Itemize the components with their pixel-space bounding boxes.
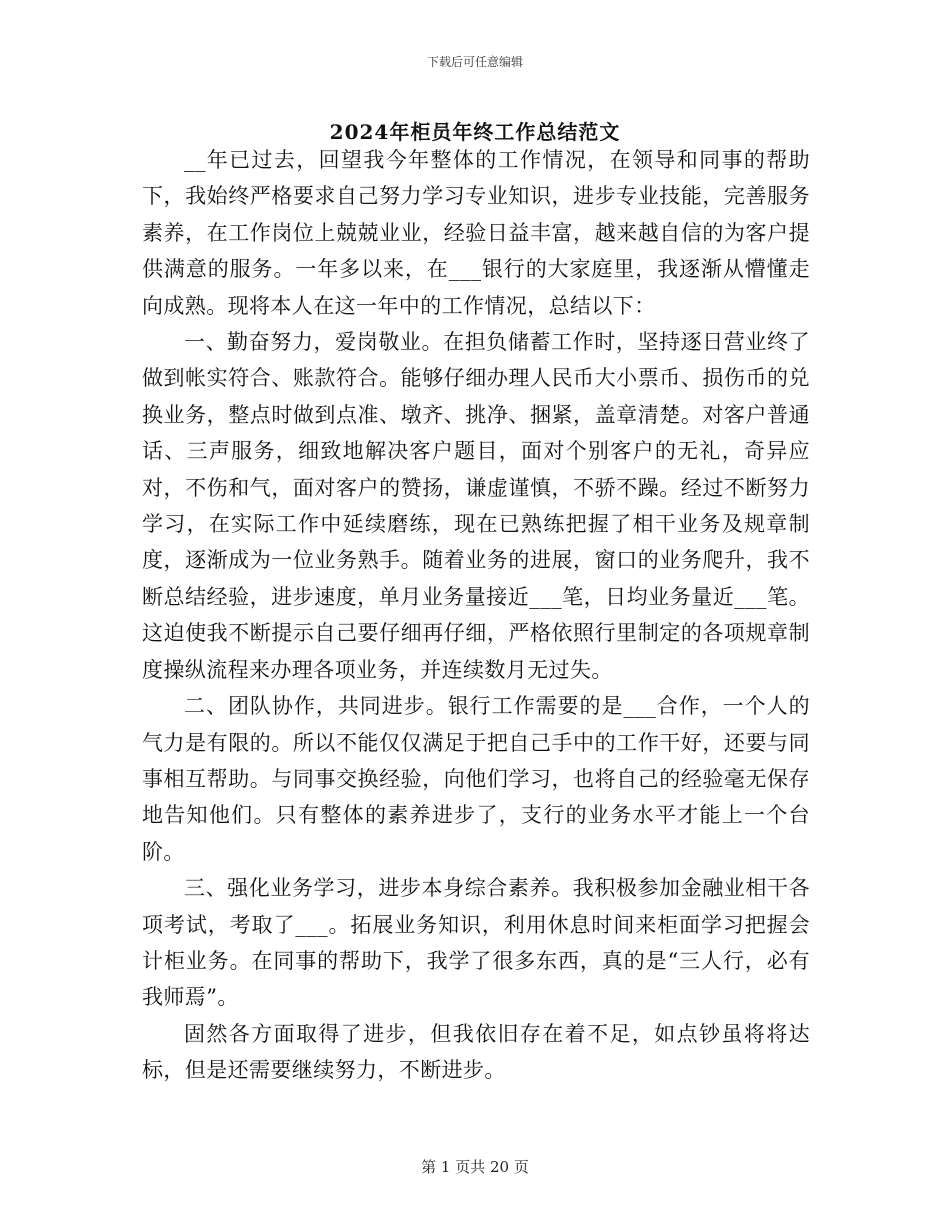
- paragraph-section-2: 二、团队协作，共同进步。银行工作需要的是___合作，一个人的气力是有限的。所以不能仅仅满足于把自己手中的工作干好，还要与同事相互帮助。与同事交换经验，向他们学习，也将自己的经验毫无保存地告知他们。只有整体的素养进步了，支行的业务水平才能上一个台阶。: [142, 694, 810, 864]
- paragraph-section-3: 三、强化业务学习，进步本身综合素养。我积极参加金融业相干各项考试，考取了___。拓展业务知识，利用休息时间来柜面学习把握会计柜业务。在同事的帮助下，我学了很多东西，真的是“三人行，必有我师焉”。: [142, 876, 810, 1010]
- page-header-note: 下载后可任意编辑: [426, 55, 523, 69]
- page-number: 第 1 页共 20 页: [421, 1158, 529, 1176]
- paragraph-section-1: 一、勤奋努力，爱岗敬业。在担负储蓄工作时，坚持逐日营业终了做到帐实符合、账款符合。能够仔细办理人民币大小票币、损伤币的兑换业务，整点时做到点准、墩齐、挑净、捆紧，盖章清楚。对客户普通话、三声服务，细致地解决客户题目，面对个别客户的无礼，奇异应对，不伤和气，面对客户的赞扬，谦虚谨慎，不骄不躁。经过不断努力学习，在实际工作中延续磨练，现在已熟练把握了相干业务及规章制度，逐渐成为一位业务熟手。随着业务的进展，窗口的业务爬升，我不断总结经验，进步速度，单月业务量接近___笔，日均业务量近___笔。这迫使我不断提示自己要仔细再仔细，严格依照行里制定的各项规章制度操纵流程来办理各项业务，并连续数月无过失。: [142, 330, 810, 682]
- document-body: [142, 142, 810, 1089]
- paragraph-conclusion: 固然各方面取得了进步，但我依旧存在着不足，如点钞虽将将达标，但是还需要继续努力，不断进步。: [142, 1021, 810, 1083]
- paragraph-intro: __年已过去，回望我今年整体的工作情况，在领导和同事的帮助下，我始终严格要求自己努力学习专业知识，进步专业技能，完善服务素养，在工作岗位上兢兢业业，经验日益丰富，越来越自信的为客户提供满意的服务。一年多以来，在___银行的大家庭里，我逐渐从懵懂走向成熟。现将本人在这一年中的工作情况，总结以下：: [142, 148, 810, 318]
- document-title: 2024年柜员年终工作总结范文: [329, 120, 621, 144]
